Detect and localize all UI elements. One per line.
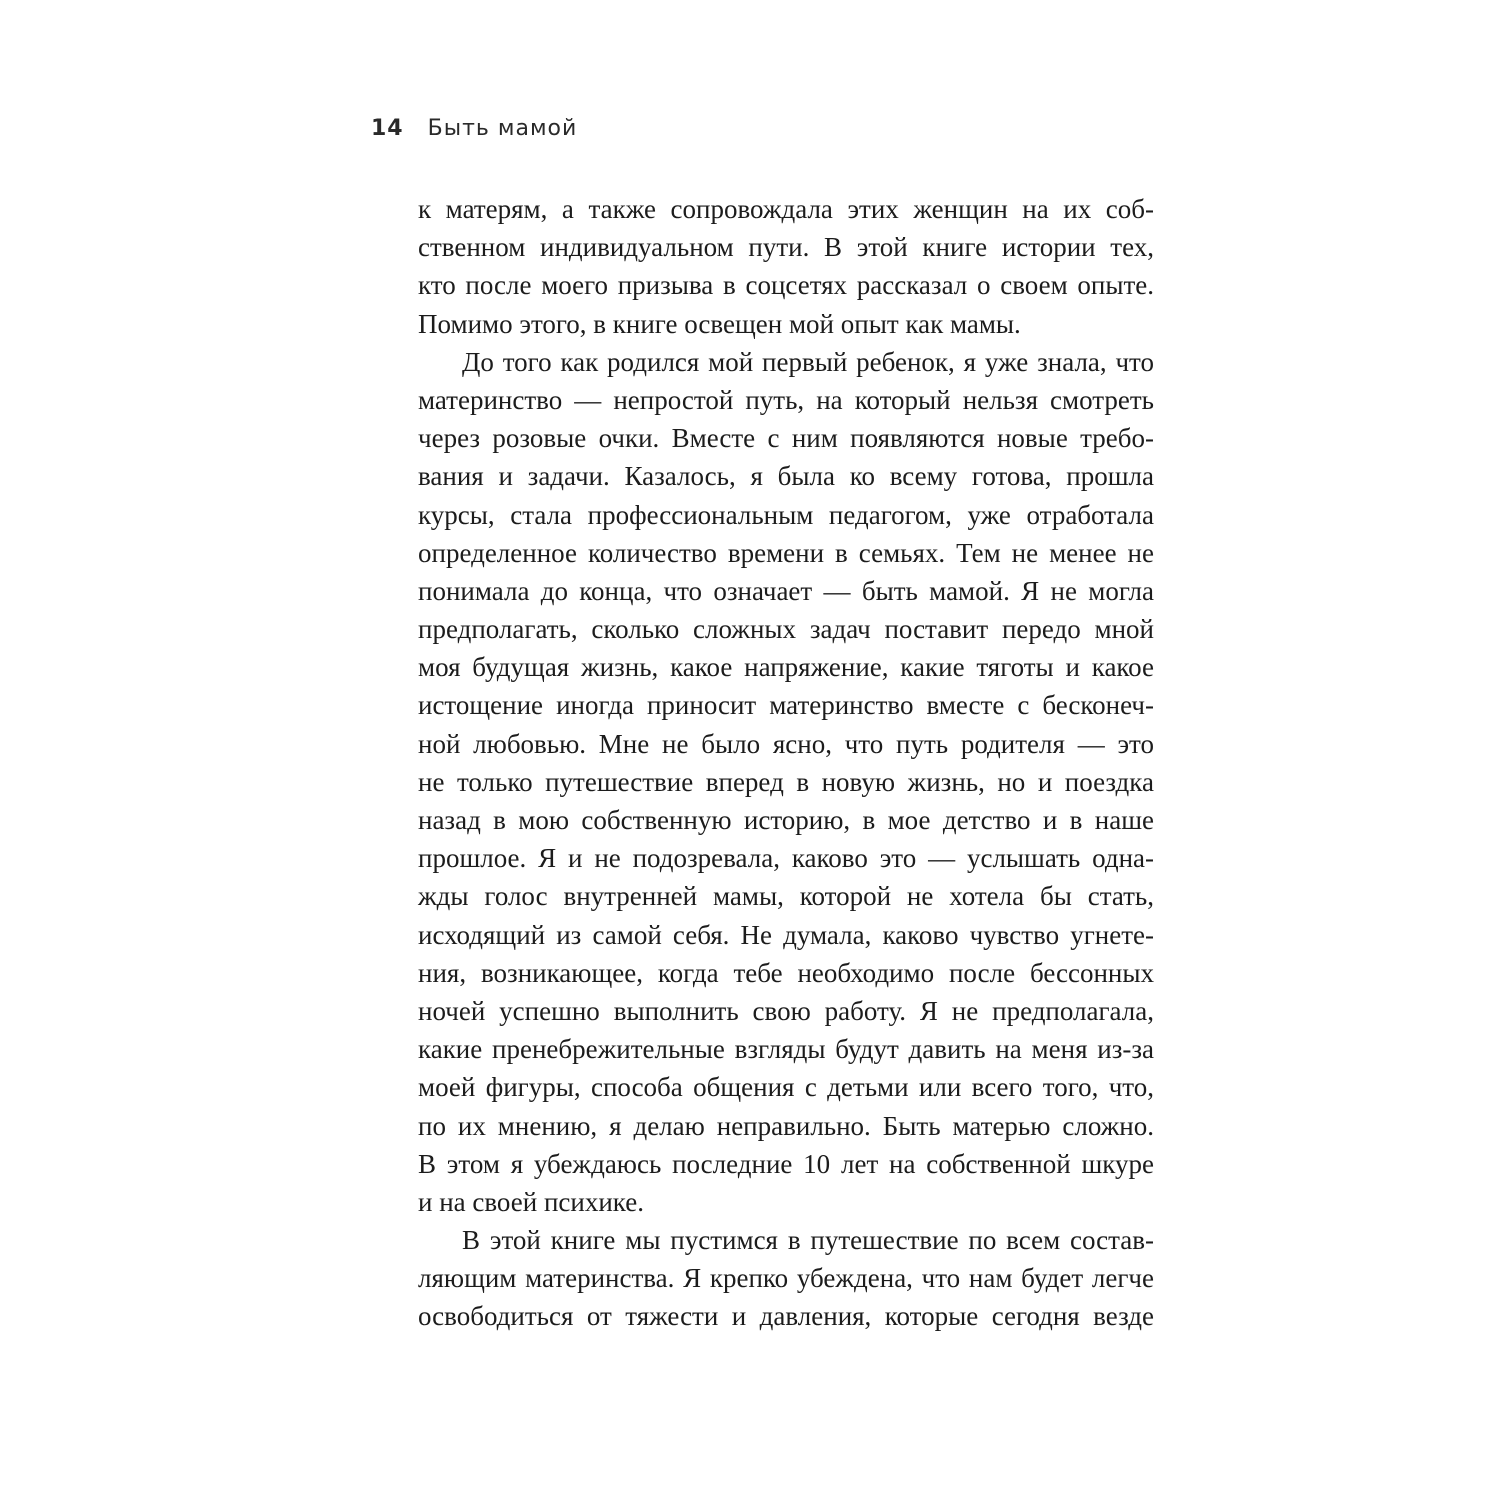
- text-line: вания и задачи. Казалось, я была ко всему готова, прошла: [418, 461, 1154, 492]
- text-line: В этом я убеждаюсь последние 10 лет на собственной шкуре: [418, 1148, 1154, 1179]
- text-line: определенное количество времени в семьях. Тем не менее не: [418, 537, 1154, 568]
- text-line: какие пренебрежительные взгляды будут давить на меня из-за: [418, 1034, 1154, 1065]
- text-line: не только путешествие вперед в новую жизнь, но и поездка: [418, 766, 1154, 797]
- text-line: материнство — непростой путь, на который нельзя смотреть: [418, 384, 1154, 415]
- text-line: моя будущая жизнь, какое напряжение, какие тяготы и какое: [418, 652, 1154, 683]
- text-line: курсы, стала профессиональным педагогом, уже отработала: [418, 499, 1154, 530]
- text-line: До того как родился мой первый ребенок, я уже знала, что: [462, 346, 1154, 377]
- body-text: [418, 190, 1154, 1336]
- text-line: освободиться от тяжести и давления, которые сегодня везде: [418, 1301, 1154, 1332]
- text-line: понимала до конца, что означает — быть мамой. Я не могла: [418, 575, 1154, 606]
- text-line: ночей успешно выполнить свою работу. Я не предполагала,: [418, 995, 1154, 1026]
- text-line: к матерям, а также сопровождала этих женщин на их соб-: [418, 194, 1154, 224]
- text-line: исходящий из самой себя. Не думала, каково чувство угнете-: [418, 919, 1154, 950]
- text-line: кто после моего призыва в соцсетях рассказал о своем опыте.: [418, 270, 1154, 301]
- text-line: и на своей психике.: [418, 1186, 644, 1217]
- page-number: 14: [371, 116, 404, 141]
- text-line: назад в мою собственную историю, в мое детство и в наше: [418, 805, 1154, 835]
- text-line: ния, возникающее, когда тебе необходимо после бессонных: [418, 957, 1154, 988]
- text-line: прошлое. Я и не подозревала, каково это — услышать одна-: [418, 843, 1154, 874]
- text-line: В этой книге мы пустимся в путешествие по всем состав-: [462, 1225, 1154, 1256]
- text-line: предполагать, сколько сложных задач поставит передо мной: [418, 614, 1154, 645]
- text-line: через розовые очки. Вместе с ним появляются новые требо-: [418, 423, 1154, 454]
- paragraph-3: [418, 1221, 1154, 1336]
- text-line: истощение иногда приносит материнство вместе с бесконеч-: [418, 690, 1154, 721]
- text-line: жды голос внутренней мамы, которой не хотела бы стать,: [418, 881, 1154, 912]
- text-line: по их мнению, я делаю неправильно. Быть матерью сложно.: [418, 1110, 1154, 1141]
- running-title: Быть мамой: [427, 116, 578, 141]
- text-line: моей фигуры, способа общения с детьми или всего того, что,: [418, 1072, 1154, 1103]
- running-head: [371, 116, 577, 141]
- paragraph-1: [418, 190, 1154, 343]
- text-line: ственном индивидуальном пути. В этой книге истории тех,: [418, 232, 1154, 263]
- text-line: ной любовью. Мне не было ясно, что путь родителя — это: [418, 728, 1154, 759]
- paragraph-2: [418, 343, 1154, 1221]
- text-line: Помимо этого, в книге освещен мой опыт как мамы.: [418, 308, 1021, 339]
- text-line: ляющим материнства. Я крепко убеждена, что нам будет легче: [418, 1263, 1154, 1294]
